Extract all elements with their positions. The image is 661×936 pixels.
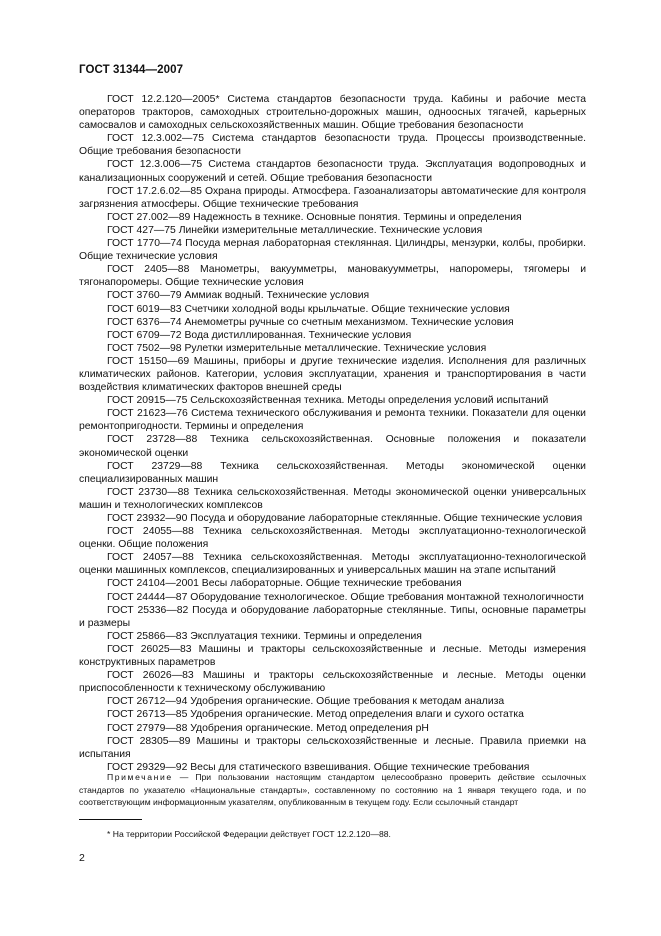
reference-item: ГОСТ 26025—83 Машины и тракторы сельскохозяйственные и лесные. Методы измерения конструктивных параметров (79, 643, 586, 669)
reference-item: ГОСТ 21623—76 Система технического обслуживания и ремонта техники. Показатели для оценки ремонтопригодности. Термины и определения (79, 408, 586, 433)
page-header: ГОСТ 31344—2007 (79, 64, 184, 76)
note-label: Примечание (107, 772, 173, 782)
reference-item: ГОСТ 27979—88 Удобрения органические. Метод определения pH (107, 722, 429, 734)
reference-item: ГОСТ 29329—92 Весы для статического взвешивания. Общие технические требования (107, 761, 530, 773)
reference-item: ГОСТ 23730—88 Техника сельскохозяйственная. Методы экономической оценки универсальных машин и технологических комплексов (79, 486, 586, 511)
reference-item: ГОСТ 2405—88 Манометры, вакуумметры, мановакуумметры, напоромеры, тягомеры и тягонапоромеры. Общие технические условия (79, 264, 586, 289)
note-paragraph (79, 771, 586, 809)
reference-item: ГОСТ 6019—83 Счетчики холодной воды крыльчатые. Общие технические условия (107, 303, 510, 315)
reference-item: ГОСТ 7502—98 Рулетки измерительные металлические. Технические условия (107, 342, 487, 354)
reference-item: ГОСТ 26712—94 Удобрения органические. Общие требования к методам анализа (107, 696, 505, 708)
reference-item: ГОСТ 26713—85 Удобрения органические. Метод определения влаги и сухого остатка (107, 709, 524, 721)
reference-item: ГОСТ 26026—83 Машины и тракторы сельскохозяйственные и лесные. Методы оценки приспособленности к техническому обслуживанию (79, 670, 586, 695)
reference-item: ГОСТ 28305—89 Машины и тракторы сельскохозяйственные и лесные. Правила приемки на испытания (79, 735, 586, 760)
reference-item: ГОСТ 6376—74 Анемометры ручные со счетным механизмом. Технические условия (107, 316, 514, 328)
page-number: 2 (79, 852, 85, 864)
footnote: * На территории Российской Федерации действует ГОСТ 12.2.120—88. (107, 829, 391, 839)
reference-item: ГОСТ 6709—72 Вода дистиллированная. Технические условия (107, 329, 412, 341)
note-block (79, 771, 586, 809)
reference-item: ГОСТ 1770—74 Посуда мерная лабораторная стеклянная. Цилиндры, мензурки, колбы, пробирки. Общие технические условия (79, 238, 586, 263)
reference-item: ГОСТ 23932—90 Посуда и оборудование лабораторные стеклянные. Общие технические условия (107, 513, 583, 524)
reference-item: ГОСТ 24055—88 Техника сельскохозяйственная. Методы эксплуатационно-технологической оценки. Общие положения (79, 526, 586, 551)
reference-item: ГОСТ 24444—87 Оборудование технологическое. Общие требования монтажной технологичности (107, 591, 584, 603)
reference-item: ГОСТ 23729—88 Техника сельскохозяйственная. Методы экономической оценки специализированных машин (79, 460, 586, 485)
normative-references-list (79, 93, 586, 774)
reference-item: ГОСТ 3760—79 Аммиак водный. Технические условия (107, 290, 370, 302)
reference-item: ГОСТ 12.3.002—75 Система стандартов безопасности труда. Процессы производственные. Общие требования безопасности (79, 133, 586, 158)
reference-item: ГОСТ 427—75 Линейки измерительные металлические. Технические условия (107, 224, 483, 236)
reference-item: ГОСТ 15150—69 Машины, приборы и другие технические изделия. Исполнения для различных климатических районов. Категории, условия эксплуатации, хранения и транспортирования в части воздействия климатических факторов внешней среды (79, 355, 586, 394)
reference-item: ГОСТ 23728—88 Техника сельскохозяйственная. Основные положения и показатели экономической оценки (79, 434, 586, 459)
reference-item: ГОСТ 27.002—89 Надежность в технике. Основные понятия. Термины и определения (107, 211, 522, 223)
reference-item: ГОСТ 12.3.006—75 Система стандартов безопасности труда. Эксплуатация водопроводных и канализационных сооружений и сетей. Общие требования безопасности (79, 159, 586, 184)
footnote-divider (79, 819, 142, 820)
reference-item: ГОСТ 25866—83 Эксплуатация техники. Термины и определения (107, 630, 422, 642)
reference-item: ГОСТ 24104—2001 Весы лабораторные. Общие технические требования (107, 578, 462, 590)
reference-item: ГОСТ 12.2.120—2005* Система стандартов безопасности труда. Кабины и рабочие места операторов тракторов, самоходных строительно-дорожных машин, одноосных тягачей, карьерных самосвалов и самоходных сельскохозяйственных машин. Общие требования безопасности (79, 94, 586, 132)
reference-item: ГОСТ 17.2.6.02—85 Охрана природы. Атмосфера. Газоанализаторы автоматические для контроля загрязнения атмосферы. Общие технические требования (79, 185, 586, 210)
reference-item: ГОСТ 25336—82 Посуда и оборудование лабораторные стеклянные. Типы, основные параметры и размеры (79, 604, 586, 629)
note-text: — При пользовании настоящим стандартом целесообразно проверить действие ссылочных стандартов по указателю «Национальные стандарты», составленному по состоянию на 1 января текущего года, и по соответствующим информационным указателям, опубликованным в текущем году. Если ссылочный стандарт (79, 772, 586, 808)
reference-item: ГОСТ 20915—75 Сельскохозяйственная техника. Методы определения условий испытаний (107, 395, 549, 407)
reference-item: ГОСТ 24057—88 Техника сельскохозяйственная. Методы эксплуатационно-технологической оценки машинных комплексов, специализированных и универсальных машин на этапе испытаний (79, 552, 586, 577)
